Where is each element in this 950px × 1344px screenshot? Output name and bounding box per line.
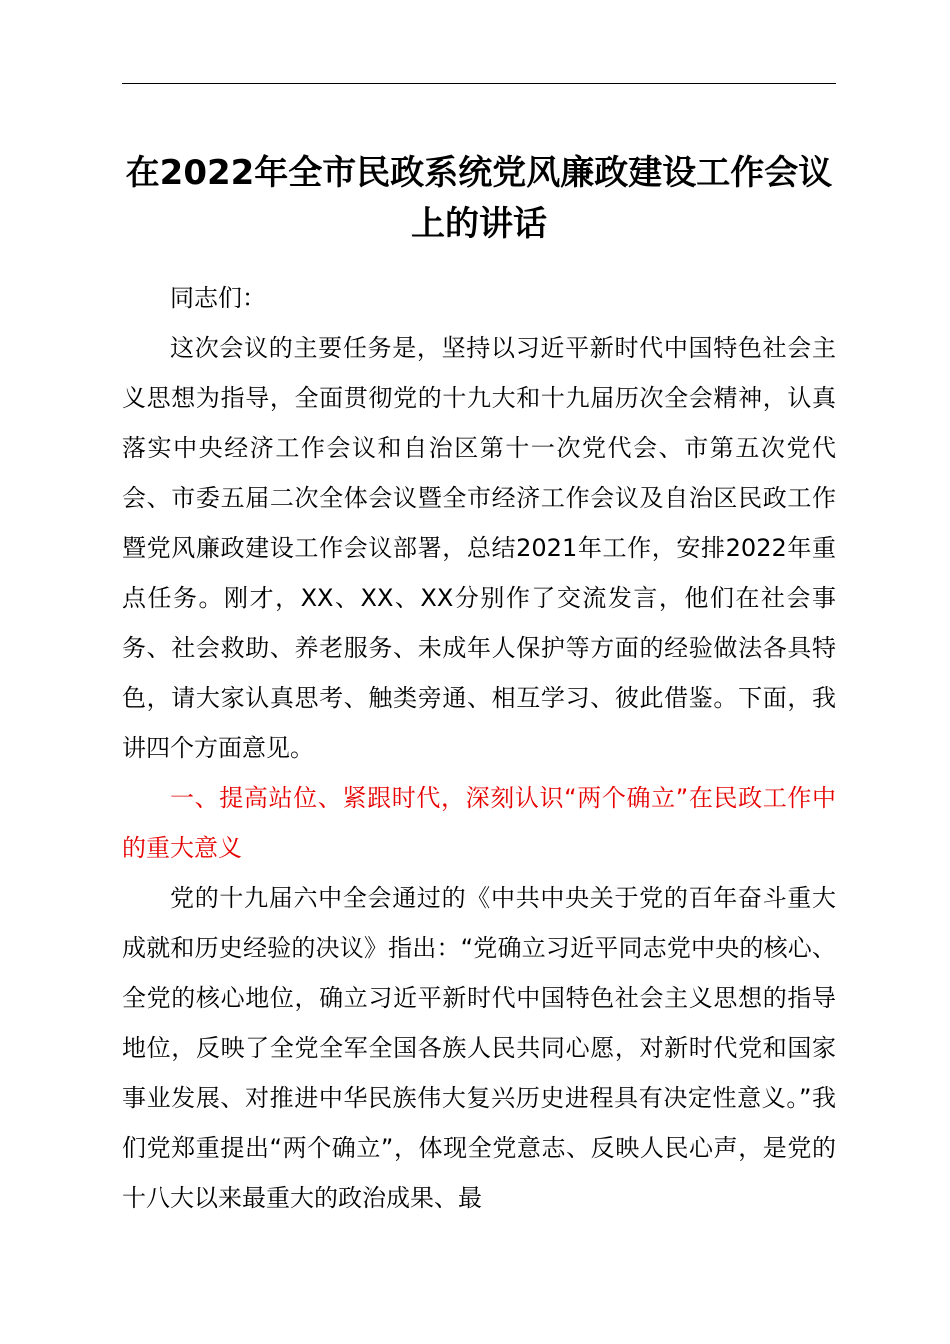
section-heading: 一、提高站位、紧跟时代，深刻认识“两个确立”在民政工作中的重大意义 bbox=[122, 784, 836, 862]
salutation: 同志们： bbox=[170, 284, 266, 312]
header-rule bbox=[122, 83, 836, 84]
intro-paragraph: 这次会议的主要任务是，坚持以习近平新时代中国特色社会主义思想为指导，全面贯彻党的十九大和十九届历次全会精神，认真落实中央经济工作会议和自治区第十一次党代会、市第五次党代会、市委五届二次全体会议暨全市经济工作会议及自治区民政工作暨党风廉政建设工作会议部署，总结2021年工作，安排2022年重点任务。刚才，XX、XX、XX分别作了交流发言，他们在社会事务、社会救助、养老服务、未成年人保护等方面的经验做法各具特色，请大家认真思考、触类旁通、相互学习、彼此借鉴。下面，我讲四个方面意见。 bbox=[122, 334, 836, 762]
document-title: 在2022年全市民政系统党风廉政建设工作会议上的讲话 bbox=[125, 153, 833, 244]
section-paragraph: 党的十九届六中全会通过的《中共中央关于党的百年奋斗重大成就和历史经验的决议》指出：“党确立习近平同志党中央的核心、全党的核心地位，确立习近平新时代中国特色社会主义思想的指导地位，反映了全党全军全国各族人民共同心愿，对新时代党和国家事业发展、对推进中华民族伟大复兴历史进程具有决定性意义。”我们党郑重提出“两个确立”，体现全党意志、反映人民心声，是党的十八大以来最重大的政治成果、最 bbox=[122, 884, 836, 1212]
document-body bbox=[122, 273, 836, 1223]
